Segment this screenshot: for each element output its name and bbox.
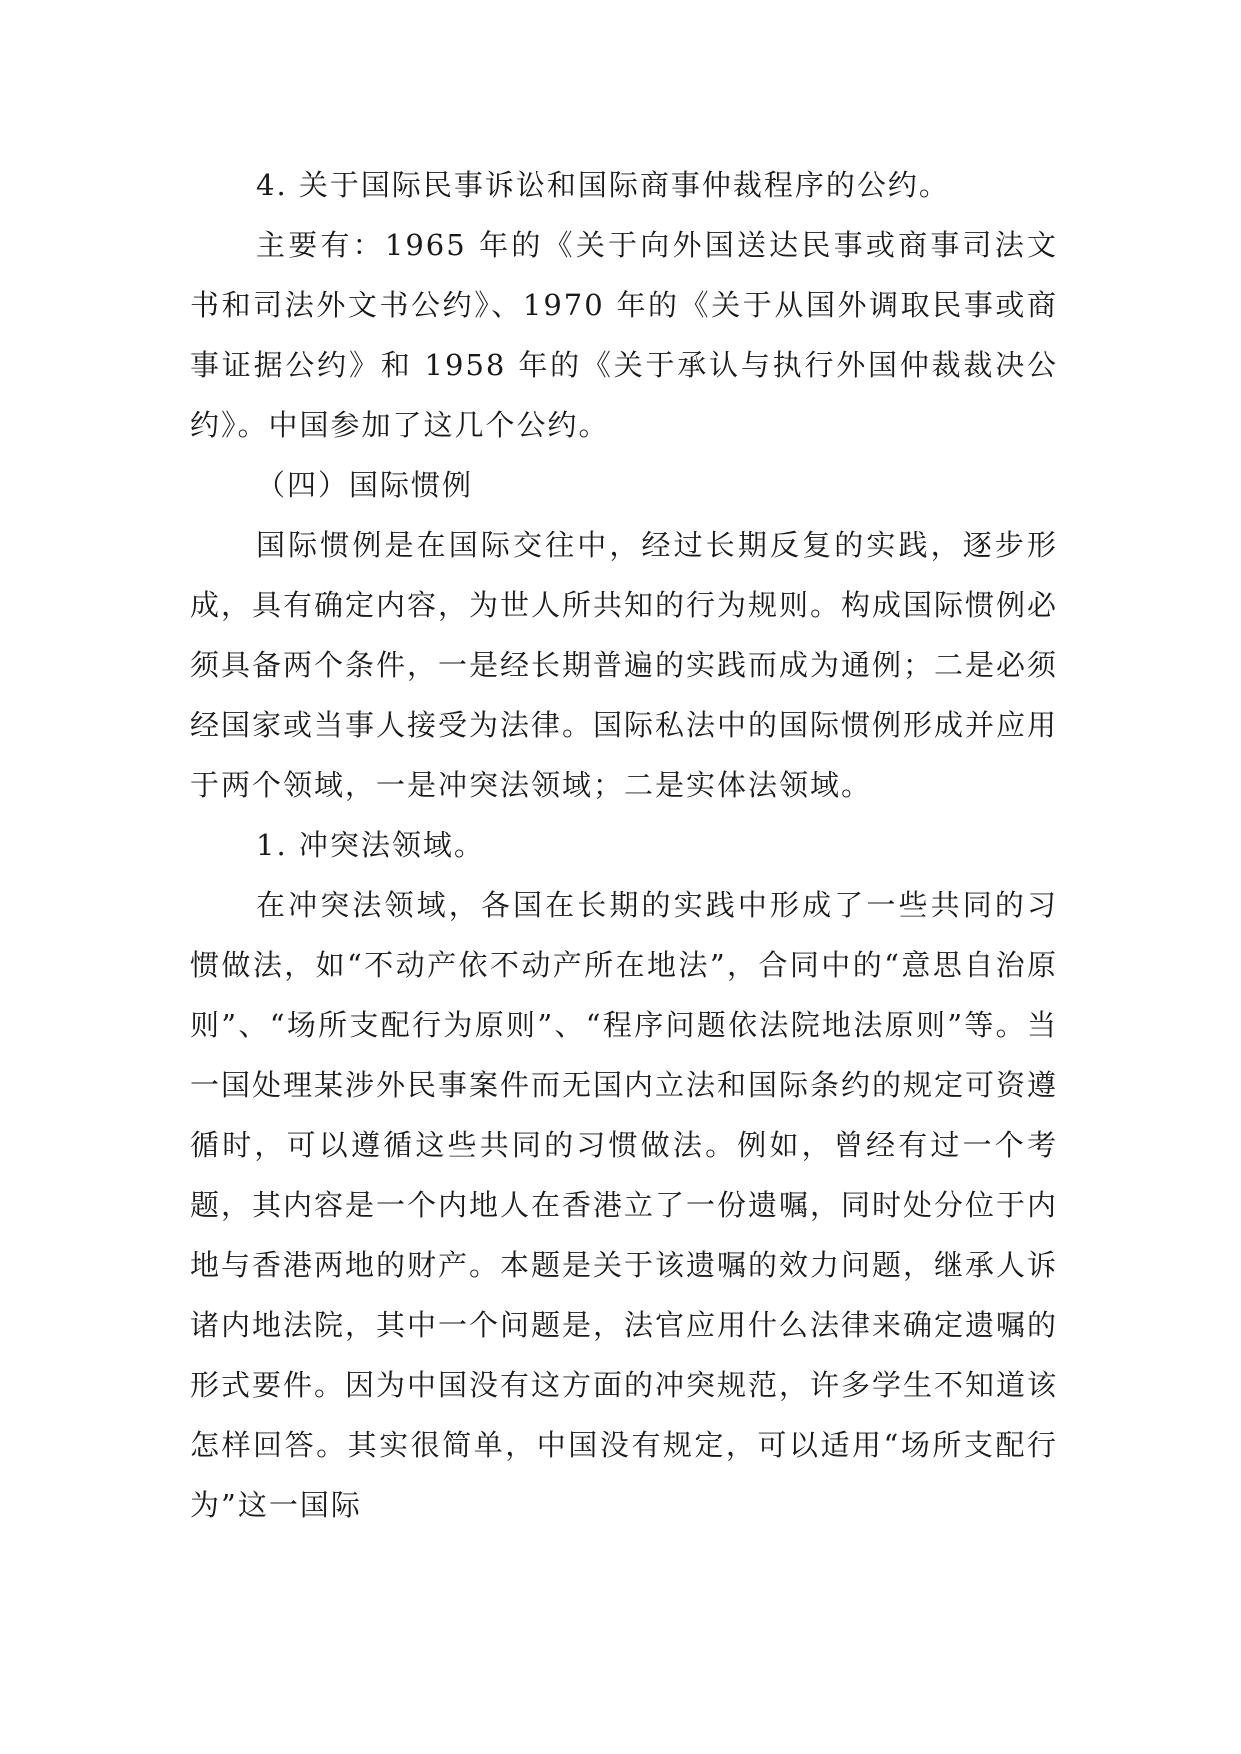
paragraph-custom-definition: 国际惯例是在国际交往中，经过长期反复的实践，逐步形成，具有确定内容，为世人所共知的行为规则。构成国际惯例必须具备两个条件，一是经长期普遍的实践而成为通例；二是必须经国家或当事人接受为法律。国际私法中的国际惯例形成并应用于两个领域，一是冲突法领域；二是实体法领域。	[190, 528, 1059, 802]
body-text	[190, 155, 1058, 1535]
paragraph-conflict-law-practice: 在冲突法领域，各国在长期的实践中形成了一些共同的习惯做法，如“不动产依不动产所在地法”，合同中的“意思自治原则”、“场所支配行为原则”、“程序问题依法院地法原则”等。当一国处理某涉外民事案件而无国内立法和国际条约的规定可资遵循时，可以遵循这些共同的习惯做法。例如，曾经有过一个考题，其内容是一个内地人在香港立了一份遗嘱，同时处分位于内地与香港两地的财产。本题是关于该遗嘱的效力问题，继承人诉诸内地法院，其中一个问题是，法官应用什么法律来确定遗嘱的形式要件。因为中国没有这方面的冲突规范，许多学生不知道该怎样回答。其实很简单，中国没有规定，可以适用“场所支配行为”这一国际	[190, 888, 1059, 1522]
subheading-conflict-law: 1. 冲突法领域。	[256, 828, 485, 862]
paragraph-convention-heading: 4. 关于国际民事诉讼和国际商事仲裁程序的公约。	[256, 168, 950, 202]
paragraph-conventions-list: 主要有：1965 年的《关于向外国送达民事或商事司法文书和司法外文书公约》、1970 年的《关于从国外调取民事或商事证据公约》和 1958 年的《关于承认与执行外国仲裁裁决公约》。中国参加了这几个公约。	[190, 228, 1058, 442]
section-heading-international-custom: （四）国际惯例	[256, 468, 474, 502]
